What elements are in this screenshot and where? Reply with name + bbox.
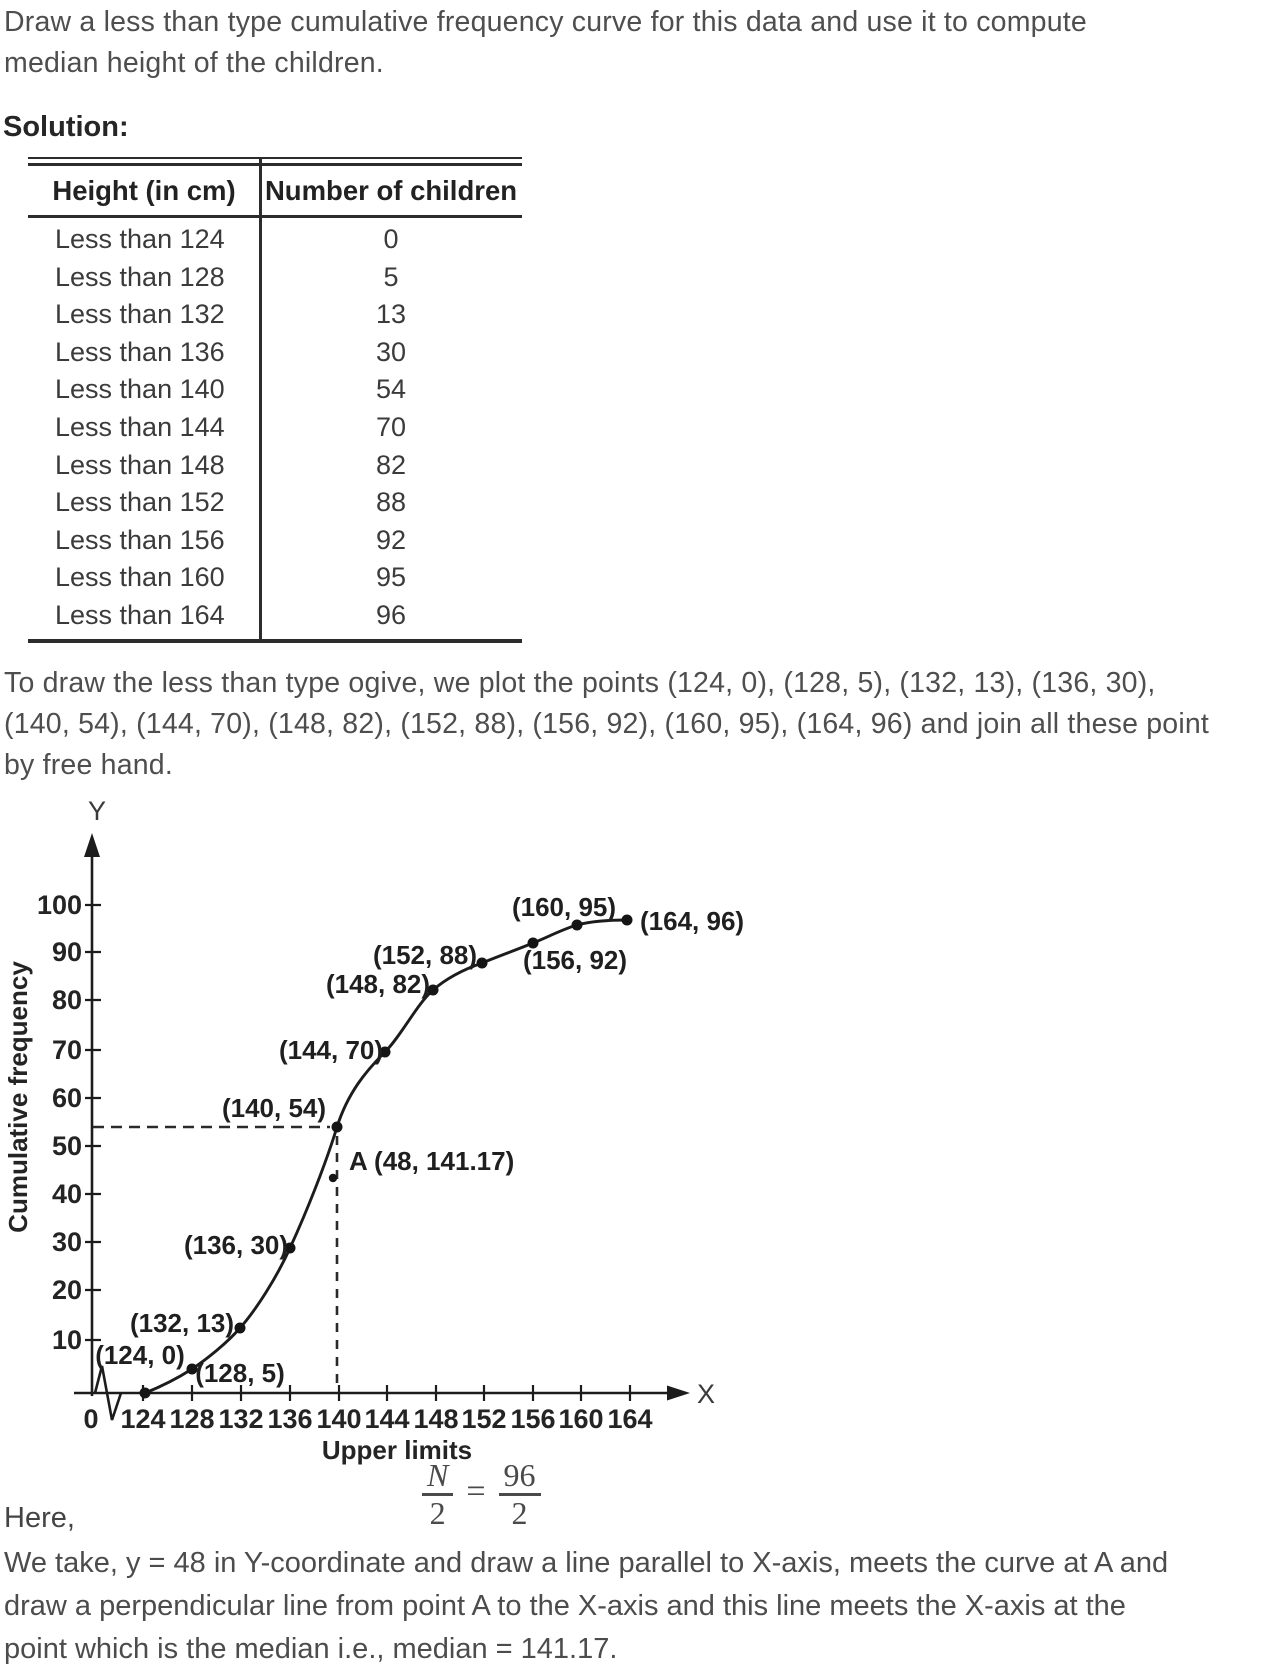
height-cell: Less than 164 <box>55 599 225 630</box>
x-tick-132: 132 <box>218 1404 264 1434</box>
median-point-annotation: A (48, 141.17) <box>349 1146 515 1176</box>
x-tick-136: 136 <box>267 1404 313 1434</box>
y-tick-60: 60 <box>51 1083 82 1113</box>
point-124-0 <box>140 1388 151 1399</box>
label-156-92: (156, 92) <box>522 945 628 975</box>
y-tick-40: 40 <box>51 1179 82 1209</box>
x-tick-160: 160 <box>558 1404 604 1434</box>
fraction-denominator: 2 <box>429 1494 446 1531</box>
x-axis-letter: X <box>697 1379 716 1409</box>
children-cell: 30 <box>375 336 407 367</box>
y-tick-80: 80 <box>51 985 82 1015</box>
table-header-children: Number of children <box>264 174 518 206</box>
point-140-54 <box>332 1122 343 1133</box>
conclusion-line-2: draw a perpendicular line from point A to the X-axis and this line meets the X-axis at the <box>4 1590 1126 1622</box>
point-152-88 <box>477 958 488 969</box>
intro-line-3: by free hand. <box>4 749 173 781</box>
height-cell: Less than 148 <box>55 449 225 480</box>
height-cell: Less than 132 <box>55 299 225 330</box>
fraction-n-over-2 <box>422 1458 453 1531</box>
children-cell: 88 <box>375 487 407 518</box>
intro-line-1: To draw the less than type ogive, we plot the points (124, 0), (128, 5), (132, 13), (136, 30), <box>4 667 1156 699</box>
y-tick-labels <box>37 890 82 1355</box>
point-164-96 <box>622 915 633 926</box>
children-cell: 13 <box>375 299 407 330</box>
x-tick-164: 164 <box>607 1404 653 1434</box>
y-axis-letter: Y <box>87 796 107 826</box>
children-cell: 70 <box>375 411 407 442</box>
height-cell: Less than 128 <box>55 261 225 292</box>
y-axis-arrow-icon <box>84 833 100 857</box>
height-cell: Less than 140 <box>55 374 225 405</box>
children-cell: 54 <box>375 374 407 405</box>
y-axis-title: Cumulative frequency <box>3 961 33 1233</box>
label-140-54: (140, 54) <box>221 1093 327 1123</box>
y-tick-30: 30 <box>51 1227 82 1257</box>
equals-sign: = <box>466 1473 486 1511</box>
y-tick-10: 10 <box>51 1325 82 1355</box>
children-cell: 96 <box>375 599 407 630</box>
median-formula <box>422 1458 541 1531</box>
point-132-13 <box>235 1323 246 1334</box>
conclusion-text <box>4 1542 1274 1668</box>
height-cell: Less than 156 <box>55 524 225 555</box>
children-cell: 5 <box>383 261 399 292</box>
x-tick-140: 140 <box>316 1404 362 1434</box>
y-tick-100: 100 <box>36 890 82 920</box>
x-tick-144: 144 <box>364 1404 410 1434</box>
x-tick-148: 148 <box>413 1404 459 1434</box>
conclusion-line-3: point which is the median i.e., median = 141.17. <box>4 1633 618 1665</box>
label-164-96: (164, 96) <box>640 906 745 936</box>
fraction-denominator: 2 <box>511 1494 528 1531</box>
label-144-70: (144, 70) <box>278 1035 384 1065</box>
origin-label: 0 <box>83 1404 99 1434</box>
label-152-88: (152, 88) <box>372 940 478 970</box>
label-136-30: (136, 30) <box>183 1230 289 1260</box>
height-cell: Less than 136 <box>55 336 225 367</box>
x-axis-arrow-icon <box>667 1386 690 1401</box>
y-tick-90: 90 <box>51 937 82 967</box>
label-128-5: (128, 5) <box>195 1358 285 1388</box>
y-tick-50: 50 <box>51 1131 82 1161</box>
fraction-96-over-2 <box>499 1458 541 1531</box>
height-cell: Less than 160 <box>55 562 225 593</box>
height-cell: Less than 144 <box>55 411 225 442</box>
fraction-numerator: 96 <box>503 1457 536 1493</box>
fraction-numerator: N <box>427 1457 449 1493</box>
y-tick-20: 20 <box>51 1275 82 1305</box>
point-A-median <box>329 1174 337 1182</box>
children-cell: 92 <box>375 524 407 555</box>
x-axis-title: Upper limits <box>321 1435 473 1465</box>
table-header-height: Height (in cm) <box>52 174 236 206</box>
question-line-2: median height of the children. <box>4 47 384 79</box>
children-cell: 82 <box>375 449 407 480</box>
intro-line-2: (140, 54), (144, 70), (148, 82), (152, 88), (156, 92), (160, 95), (164, 96) and join all these point <box>4 708 1210 740</box>
label-160-95: (160, 95) <box>511 892 617 922</box>
height-cell: Less than 152 <box>55 487 225 518</box>
height-cell: Less than 124 <box>55 224 225 254</box>
x-tick-152: 152 <box>461 1404 507 1434</box>
label-132-13: (132, 13) <box>129 1308 235 1338</box>
children-cell: 0 <box>383 224 399 254</box>
y-tick-70: 70 <box>51 1035 82 1065</box>
solution-heading: Solution: <box>3 111 129 143</box>
label-124-0: (124, 0) <box>95 1340 185 1370</box>
x-tick-labels <box>83 1404 652 1434</box>
y-axis <box>84 833 100 1396</box>
x-tick-156: 156 <box>510 1404 556 1434</box>
children-cell: 95 <box>375 562 407 593</box>
question-line-1: Draw a less than type cumulative frequency curve for this data and use it to compute <box>4 6 1087 38</box>
label-148-82: (148, 82) <box>325 969 431 999</box>
point-labels <box>95 892 744 1388</box>
conclusion-line-1: We take, y = 48 in Y-coordinate and draw a line parallel to X-axis, meets the curve at A and <box>4 1547 1169 1579</box>
x-tick-128: 128 <box>169 1404 215 1434</box>
x-tick-124: 124 <box>120 1404 166 1434</box>
here-label: Here, <box>4 1502 75 1534</box>
